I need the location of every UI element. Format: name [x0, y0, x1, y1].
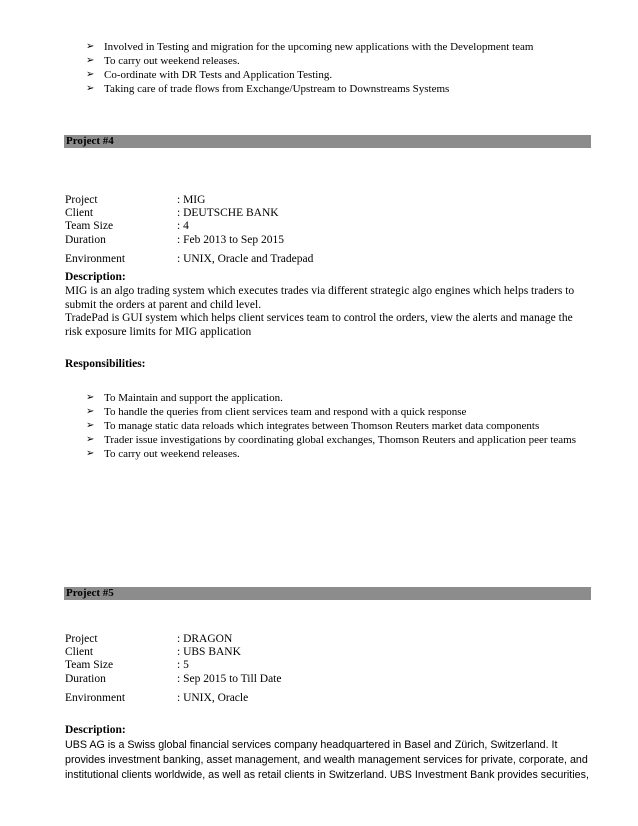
arrow-bullet-icon: ➢: [86, 392, 95, 403]
responsibilities-heading: Responsibilities:: [65, 358, 146, 370]
field-label: Client: [65, 646, 94, 658]
list-item: ➢ To manage static data reloads which integrates between Thomson Reuters market data components: [86, 420, 540, 432]
description-paragraph: UBS AG is a Swiss global financial services company headquartered in Basel and Zürich, Switzerland. It provides investment banking, asset management, and wealth management services for private, corporate, and institutional clients worldwide, as well as retail clients in Switzerland. UBS Investment Bank provides securities,: [65, 739, 589, 781]
field-label: Project: [65, 633, 98, 645]
top-bullet-list: [86, 40, 586, 96]
field-value: : 5: [177, 659, 189, 671]
arrow-bullet-icon: ➢: [86, 41, 95, 52]
arrow-bullet-icon: ➢: [86, 406, 95, 417]
arrow-bullet-icon: ➢: [86, 83, 95, 94]
arrow-bullet-icon: ➢: [86, 448, 95, 459]
list-item: ➢ Taking care of trade flows from Exchange/Upstream to Downstreams Systems: [86, 83, 450, 95]
project-4-header: Project #4: [64, 135, 591, 148]
field-label: Environment: [65, 253, 126, 265]
description-heading: Description:: [65, 271, 126, 283]
arrow-bullet-icon: ➢: [86, 55, 95, 66]
list-item: ➢ To carry out weekend releases.: [86, 448, 240, 460]
description-paragraph: MIG is an algo trading system which executes trades via different strategic algo engines which helps traders to submit the orders at parent and child level.: [65, 285, 575, 311]
list-item: ➢ Involved in Testing and migration for the upcoming new applications with the Development team: [86, 41, 534, 53]
field-value: : UBS BANK: [177, 646, 241, 658]
arrow-bullet-icon: ➢: [86, 69, 95, 80]
field-label: Project: [65, 194, 98, 206]
field-label: Duration: [65, 673, 106, 685]
field-label: Team Size: [65, 220, 114, 232]
field-label: Team Size: [65, 659, 114, 671]
arrow-bullet-icon: ➢: [86, 420, 95, 431]
field-value: : UNIX, Oracle and Tradepad: [177, 253, 314, 265]
field-value: : Feb 2013 to Sep 2015: [177, 234, 285, 246]
field-value: : DEUTSCHE BANK: [177, 207, 279, 219]
field-value: : Sep 2015 to Till Date: [177, 673, 282, 685]
description-heading: Description:: [65, 724, 126, 736]
field-label: Environment: [65, 692, 126, 704]
field-value: : 4: [177, 220, 189, 232]
project-5-header: Project #5: [64, 587, 591, 600]
list-item: ➢ To carry out weekend releases.: [86, 55, 240, 67]
list-item: ➢ Co-ordinate with DR Tests and Application Testing.: [86, 69, 333, 81]
field-value: : DRAGON: [177, 633, 233, 645]
description-paragraph: TradePad is GUI system which helps client services team to control the orders, view the alerts and manage the risk exposure limits for MIG application: [65, 312, 573, 338]
field-label: Duration: [65, 234, 106, 246]
field-value: : UNIX, Oracle: [177, 692, 249, 704]
list-item: ➢ To Maintain and support the application.: [86, 392, 283, 404]
field-label: Client: [65, 207, 94, 219]
field-value: : MIG: [177, 194, 206, 206]
list-item: ➢ Trader issue investigations by coordinating global exchanges, Thomson Reuters and application peer teams: [86, 434, 576, 446]
arrow-bullet-icon: ➢: [86, 434, 95, 445]
list-item: ➢ To handle the queries from client services team and respond with a quick response: [86, 406, 467, 418]
responsibilities-list: [86, 391, 586, 461]
